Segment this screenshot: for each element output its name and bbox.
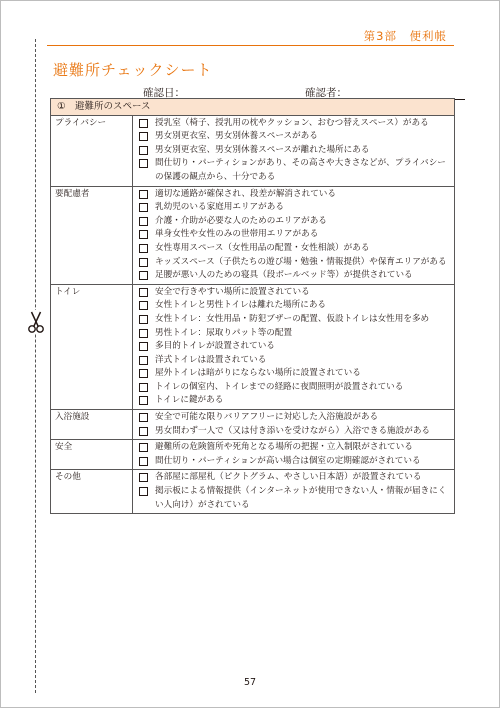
checkbox[interactable] — [139, 443, 148, 452]
category-items — [133, 186, 455, 284]
checklist-item-text: 各部屋に部屋札（ピクトグラム、やさしい日本語）が設置されている — [155, 472, 422, 483]
checklist-item-text: 避難所の危険箇所や死角となる場所の把握・立入制限がされている — [155, 442, 413, 453]
checklist-item-text: 乳幼児のいる家庭用エリアがある — [155, 202, 284, 213]
confirm-date-label: 確認日： — [143, 87, 185, 99]
checklist-item-text: 足腰が悪い人のための寝具（段ボールベッド等）が提供されている — [155, 270, 413, 281]
checklist-item-text: 女性トイレ：女性用品・防犯ブザーの配置、仮設トイレは女性用を多め — [155, 313, 430, 324]
category-row — [51, 284, 455, 409]
page-title: 避難所チェックシート — [53, 61, 213, 79]
checklist-item — [139, 354, 454, 368]
checklist-item-text: 多目的トイレが設置されている — [155, 341, 275, 352]
checklist-item-text: 女性専用スペース（女性用品の配置・女性相談）がある — [155, 242, 370, 253]
category-items — [133, 115, 455, 186]
checklist-item-text: 安全で行きやすい場所に設置されている — [155, 286, 310, 297]
category-items — [133, 470, 455, 514]
checkbox[interactable] — [139, 244, 148, 253]
checklist-item — [139, 381, 454, 395]
checklist-item-text: トイレに鍵がある — [155, 395, 224, 406]
checklist-item-text: 適切な通路が確保され、段差が解消されている — [155, 188, 336, 199]
checklist-item — [139, 269, 454, 283]
checklist-item-text: 男女問わず一人で（又は付き添いを受けながら）入浴できる施設がある — [155, 425, 431, 436]
checklist-item — [139, 367, 454, 381]
checklist-item — [139, 144, 454, 158]
checklist-item — [139, 157, 454, 184]
checkbox[interactable] — [139, 413, 148, 422]
category-row — [51, 115, 455, 186]
checkbox[interactable] — [139, 146, 148, 155]
checklist-item — [139, 117, 454, 131]
checklist-item — [139, 455, 454, 469]
checklist-item — [139, 130, 454, 144]
category-label: プライバシー — [51, 115, 133, 186]
checkbox[interactable] — [139, 427, 148, 436]
checkbox[interactable] — [139, 159, 148, 168]
checkbox[interactable] — [139, 473, 148, 482]
confirm-checker-label: 確認者： — [305, 87, 347, 99]
category-label: 要配慮者 — [51, 186, 133, 284]
checkbox[interactable] — [139, 342, 148, 351]
checkbox[interactable] — [139, 190, 148, 199]
checklist-item-text: 男性トイレ：尿取りパット等の配置 — [155, 327, 293, 338]
checklist-item-text: 屋外トイレは暗がりにならない場所に設置されている — [155, 368, 361, 379]
checkbox[interactable] — [139, 258, 148, 267]
checkbox[interactable] — [139, 457, 148, 466]
checkbox[interactable] — [139, 487, 148, 496]
checklist-item — [139, 394, 454, 408]
checklist-item-text: トイレの個室内、トイレまでの経路に夜間照明が設置されている — [155, 381, 404, 392]
section-tag: 第3部 便利帳 — [363, 29, 447, 43]
checkbox[interactable] — [139, 396, 148, 405]
checklist-item — [139, 242, 454, 256]
checklist-item-text: 間仕切り・パーティションが高い場合は個室の定期確認がされている — [155, 455, 421, 466]
checklist-item-text: 掲示板による情報提供（インターネットが使用できない人・情報が届きにくい人向け）がされている — [155, 486, 447, 510]
category-row — [51, 470, 455, 514]
scissors-icon — [27, 310, 45, 334]
checklist-item — [139, 471, 454, 485]
checklist-item — [139, 411, 454, 425]
category-label: 入浴施設 — [51, 410, 133, 440]
checkbox[interactable] — [139, 132, 148, 141]
checkbox[interactable] — [139, 329, 148, 338]
checklist-item — [139, 201, 454, 215]
checklist-item-text: 安全で可能な限りバリアフリーに対応した入浴施設がある — [155, 412, 379, 423]
checkbox[interactable] — [139, 203, 148, 212]
category-items — [133, 284, 455, 409]
section-header: ① 避難所のスペース — [51, 99, 455, 116]
checklist-item — [139, 215, 454, 229]
checklist-item — [139, 188, 454, 202]
checklist-item-text: 授乳室（椅子、授乳用の枕やクッション、おむつ替えスペース）がある — [155, 117, 429, 128]
checklist-item — [139, 425, 454, 439]
category-row — [51, 410, 455, 440]
category-label: トイレ — [51, 284, 133, 409]
checkbox[interactable] — [139, 315, 148, 324]
category-label: その他 — [51, 470, 133, 514]
section-header-row — [51, 99, 455, 116]
checklist-item-text: キッズスペース（子供たちの遊び場・勉強・情報提供）や保育エリアがある — [155, 256, 447, 267]
checklist-item-text: 間仕切り・パーティションがあり、その高さや大きさなどが、プライバシーの保護の観点から、十分である — [155, 158, 446, 182]
checkbox[interactable] — [139, 217, 148, 226]
checkbox[interactable] — [139, 271, 148, 280]
checkbox[interactable] — [139, 288, 148, 297]
checklist-item-text: 女性トイレと男性トイレは離れた場所にある — [155, 300, 327, 311]
checklist-item-text: 男女別更衣室、男女別休養スペースがある — [155, 131, 318, 142]
checklist-item-text: 介護・介助が必要な人のためのエリアがある — [155, 215, 327, 226]
checkbox[interactable] — [139, 369, 148, 378]
checklist-table — [50, 98, 455, 514]
header-rule — [47, 45, 454, 46]
cut-line — [35, 39, 36, 693]
checkbox[interactable] — [139, 230, 148, 239]
checklist-item-text: 単身女性や女性のみの世帯用エリアがある — [155, 229, 319, 240]
checklist-item — [139, 313, 454, 327]
category-items — [133, 410, 455, 440]
checkbox[interactable] — [139, 383, 148, 392]
checklist-item — [139, 340, 454, 354]
category-items — [133, 440, 455, 470]
page-number: 57 — [243, 677, 257, 688]
checklist-item — [139, 286, 454, 300]
checklist-item — [139, 228, 454, 242]
category-row — [51, 440, 455, 470]
category-row — [51, 186, 455, 284]
checklist-item-text: 男女別更衣室、男女別休養スペースが離れた場所にある — [155, 144, 370, 155]
checklist-item — [139, 256, 454, 270]
checkbox[interactable] — [139, 356, 148, 365]
checklist-item — [139, 441, 454, 455]
category-label: 安全 — [51, 440, 133, 470]
checkbox[interactable] — [139, 119, 148, 128]
checkbox[interactable] — [139, 301, 148, 310]
checklist-item — [139, 299, 454, 313]
checklist-item — [139, 327, 454, 341]
checklist-item — [139, 485, 454, 512]
checklist-item-text: 洋式トイレは設置されている — [155, 354, 267, 365]
